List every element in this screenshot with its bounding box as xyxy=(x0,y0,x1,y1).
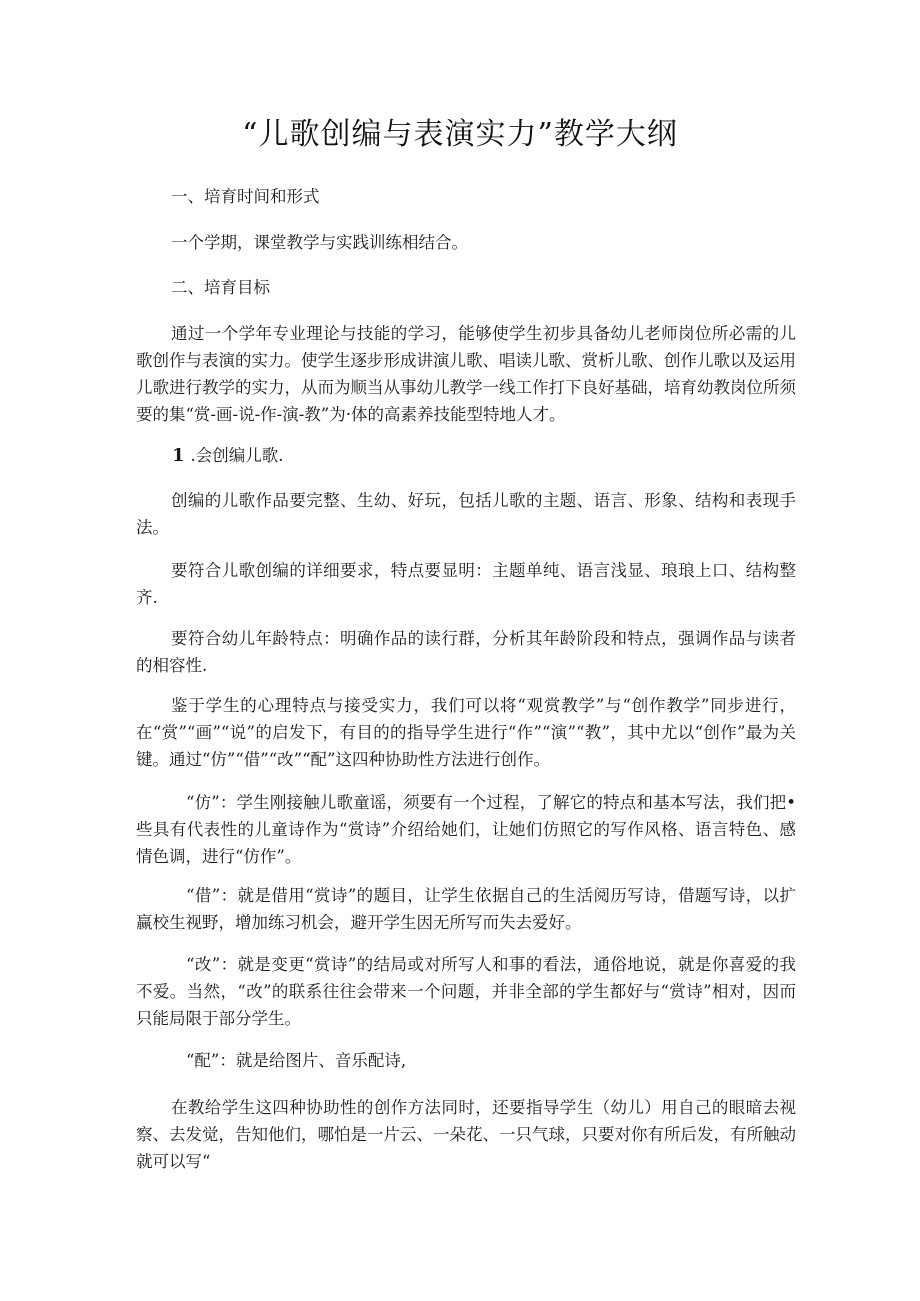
section-heading-goals: 二、培育目标 xyxy=(171,278,270,297)
paragraph-goals: 通过一个学年专业理论与技能的学习，能够使学生初步具备幼儿老师岗位所必需的儿歌创作与表演的实力。使学生逐步形成讲演儿歌、唱读儿歌、赏析儿歌、创作儿歌以及运用儿歌进行教学的实力，从而为顺当从事幼儿教学一线工作打下良好基础，培育幼教岗位所须要的集“赏-画-说-作-演-教”为·体的高素养技能型特地人才。 xyxy=(136,324,796,424)
item-heading-text: .会创编儿歌. xyxy=(190,446,284,465)
section-text-time-form: 一个学期，课堂教学与实践训练相结合。 xyxy=(171,233,468,252)
section-heading-time-form: 一、培育时间和形式 xyxy=(171,187,320,206)
paragraph-requirements: 创编的儿歌作品要完整、生幼、好玩，包括儿歌的主题、语言、形象、结构和表现手法。 xyxy=(136,491,796,537)
paragraph-age: 要符合幼儿年龄特点：明确作品的读行群，分析其年龄阶段和特点，强调作品与读者的相容性. xyxy=(136,629,796,675)
paragraph-features: 要符合儿歌创编的详细要求，特点要显明：主题单纯、语言浅显、琅琅上口、结构整齐. xyxy=(136,561,796,607)
paragraph-jie: “借”：就是借用“赏诗”的题目，让学生依据自己的生活阅历写诗，借题写诗，以扩赢校生视野，增加练习机会，避开学生因无所写而失去爱好。 xyxy=(136,886,796,932)
item-number: 1 xyxy=(172,445,185,466)
paragraph-method: 鉴于学生的心理特点与接受实力，我们可以将“观赏教学”与“创作教学”同步进行，在“赏”“画”“说”的启发下，有目的的指导学生进行“作”“演”“教”，其中尤以“创作”最为关键。通过“仿”“借”“改”“配”这四种协助性方法进行创作。 xyxy=(136,696,796,769)
paragraph-observe: 在教给学生这四种协助性的创作方法同时，还要指导学生（幼儿）用自己的眼暗去视察、去发觉，告知他们，哪怕是一片云、一朵花、一只气球，只要对你有所后发，有所触动就可以写“ xyxy=(136,1098,796,1171)
item-heading-create-songs xyxy=(172,442,284,469)
paragraph-fang: “仿”：学生刚接触儿歌童谣，须要有一个过程，了解它的特点和基本写法，我们把•些具有代表性的儿童诗作为“赏诗”介绍给她们，让她们仿照它的写作风格、语言特色、感情色调，进行“仿作”。 xyxy=(136,793,796,866)
paragraph-pei: “配”：就是给图片、音乐配诗, xyxy=(186,1051,407,1070)
paragraph-gai: “改”：就是变更“赏诗”的结局或对所写人和事的看法，通俗地说，就是你喜爱的我不爱。当然，“改”的联系往往会带来一个问题，并非全部的学生都好与“赏诗”相对，因而只能局限于部分学生。 xyxy=(136,955,796,1028)
document-title: “儿歌创编与表演实力”教学大纲 xyxy=(242,117,678,152)
